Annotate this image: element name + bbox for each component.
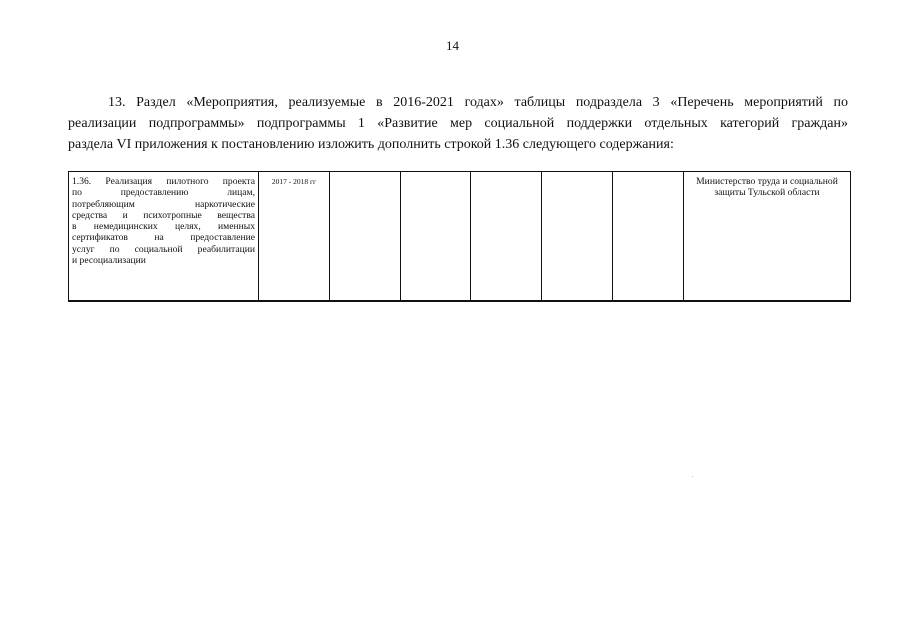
description-line: услуг по социальной реабилитации [72, 243, 255, 255]
empty-cell [330, 172, 401, 302]
paragraph-line: реализации подпрограммы» подпрограммы 1 «Развитие мер социальной поддержки отдельных категорий граждан» [68, 116, 848, 131]
description-line: потребляющим наркотические [72, 198, 255, 210]
amendment-paragraph [68, 92, 848, 155]
description-line: сертификатов на предоставление [72, 232, 255, 244]
description-line: по предоставлению лицам, [72, 187, 255, 199]
insert-row-table [68, 171, 851, 302]
page-number: 14 [446, 38, 459, 53]
description-line: и ресоциализации [72, 255, 146, 267]
description-cell [69, 172, 259, 302]
paragraph-line: 13. Раздел «Мероприятия, реализуемые в 2016-2021 годах» таблицы подраздела 3 «Перечень мероприятий по [108, 95, 848, 110]
empty-cell [613, 172, 684, 302]
empty-cell [401, 172, 471, 302]
table-row [69, 172, 851, 302]
period-cell: 2017 - 2018 гг [259, 172, 330, 302]
empty-cell [471, 172, 542, 302]
description-line: в немедицинских целях, именных [72, 221, 255, 233]
description-line: средства и психотропные вещества [72, 209, 255, 221]
empty-cell [542, 172, 613, 302]
responsible-cell: Министерство труда и социальной защиты Тульской области [684, 172, 851, 302]
description-line: 1.36. Реализация пилотного проекта [72, 176, 255, 187]
scan-speck [692, 476, 693, 477]
paragraph-line: раздела VI приложения к постановлению изложить дополнить строкой 1.36 следующего содержания: [68, 137, 674, 152]
